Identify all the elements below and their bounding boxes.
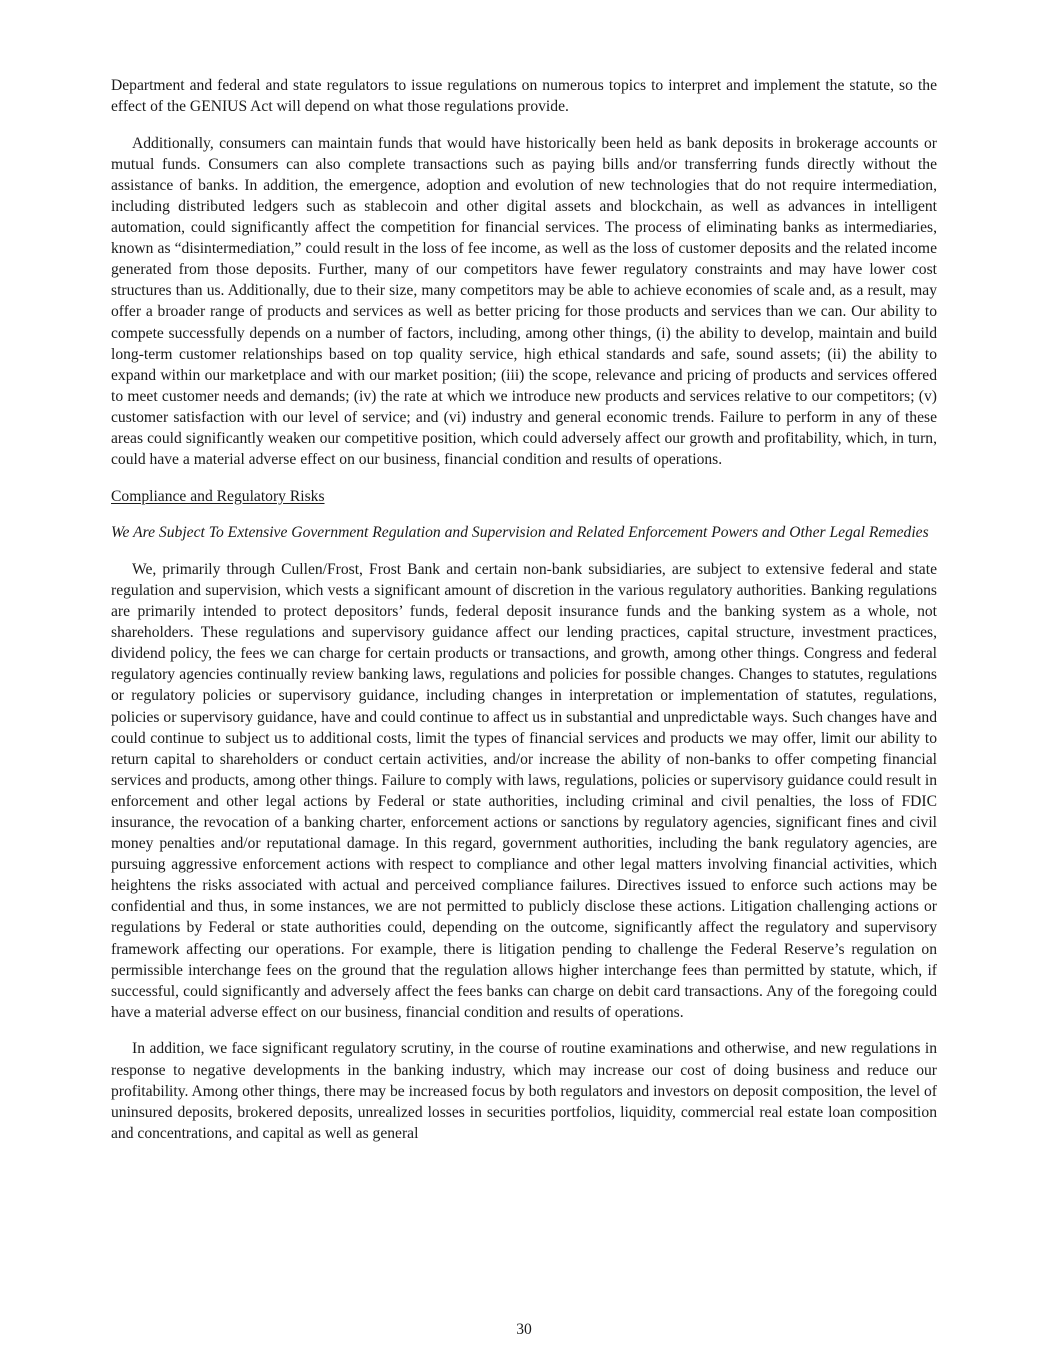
paragraph-disintermediation-competition: Additionally, consumers can maintain funds that would have historically been held as bank deposits in brokerage accounts or mutual funds. Consumers can also complete transactions such as paying bills and/or transferring funds directly without the assistance of banks. In addition, the emergence, adoption and evolution of new technologies that do not require intermediation, including distributed ledgers such as stablecoin and other digital assets and blockchain, as well as advances in intelligent automation, could significantly affect the competition for financial services. The process of eliminating banks as intermediaries, known as “disintermediation,” could result in the loss of fee income, as well as the loss of customer deposits and the related income generated from those deposits. Further, many of our competitors have fewer regulatory constraints and may have lower cost structures than us. Additionally, due to their size, many competitors may be able to achieve economies of scale and, as a result, may offer a broader range of products and services as well as better pricing for those products and services than we can. Our ability to compete successfully depends on a number of factors, including, among other things, (i) the ability to develop, maintain and build long-term customer relationships based on top quality service, high ethical standards and safe, sound assets; (ii) the ability to expand within our marketplace and with our market position; (iii) the scope, relevance and pricing of products and services offered to meet customer needs and demands; (iv) the rate at which we introduce new products and services relative to our competitors; (v) customer satisfaction with our level of service; and (vi) industry and general economic trends. Failure to perform in any of these areas could significantly weaken our competitive position, which could adversely affect our growth and profitability, which, in turn, could have a material adverse effect on our business, financial condition and results of operations.	[111, 134, 937, 469]
paragraph-extensive-regulation: We, primarily through Cullen/Frost, Frost Bank and certain non-bank subsidiaries, are subject to extensive federal and state regulation and supervision, which vests a significant amount of discretion in the various regulatory authorities. Banking regulations are primarily intended to protect depositors’ funds, federal deposit insurance funds and the banking system as a whole, not shareholders. These regulations and supervisory guidance affect our lending practices, capital structure, investment practices, dividend policy, the fees we can charge for certain products or transactions, and growth, among other things. Congress and federal regulatory agencies continually review banking laws, regulations and policies for possible changes. Changes to statutes, regulations or regulatory policies or supervisory guidance, including changes in interpretation or implementation of statutes, regulations, policies or supervisory guidance, have and could continue to affect us in substantial and unpredictable ways. Such changes have and could continue to subject us to additional costs, limit the types of financial services and products we may offer, limit our ability to return capital to shareholders or conduct certain activities, and/or increase the ability of non-banks to offer competing financial services and products, among other things. Failure to comply with laws, regulations, policies or supervisory guidance could result in enforcement and other legal actions by Federal or state authorities, including criminal and civil penalties, the loss of FDIC insurance, the revocation of a banking charter, enforcement actions or sanctions by regulatory agencies, significant fines and civil money penalties and/or reputational damage. In this regard, government authorities, including the bank regulatory agencies, are pursuing aggressive enforcement actions with respect to compliance and other legal matters involving financial activities, which heightens the risks associated with actual and perceived compliance failures. Directives issued to enforce such actions may be confidential and thus, in some instances, we are not permitted to publicly disclose these actions. Litigation challenging actions or regulations by Federal or state authorities could, depending on the outcome, significantly affect the regulatory and supervisory framework affecting our operations. For example, there is litigation pending to challenge the Federal Reserve’s regulation on permissible interchange fees on the ground that the regulation allows higher interchange fees than permitted by statute, which, if successful, could significantly and adversely affect the fees banks can charge on debit card transactions. Any of the foregoing could have a material adverse effect on our business, financial condition and results of operations.	[111, 560, 937, 1021]
paragraph-regulatory-scrutiny: In addition, we face significant regulatory scrutiny, in the course of routine examinations and otherwise, and new regulations in response to negative developments in the banking industry, which may increase our cost of doing business and reduce our profitability. Among other things, there may be increased focus by both regulators and investors on deposit composition, the level of uninsured deposits, brokered deposits, unrealized losses in securities portfolios, liquidity, commercial real estate loan composition and concentrations, and capital as well as general	[111, 1040, 937, 1142]
section-heading-compliance-regulatory-risks: Compliance and Regulatory Risks	[111, 487, 325, 505]
page-number: 30	[516, 1321, 532, 1338]
subsection-heading-government-regulation: We Are Subject To Extensive Government Regulation and Supervision and Related Enforcement Powers and Other Legal Remedies	[111, 524, 929, 542]
paragraph-genius-act-continuation: Department and federal and state regulators to issue regulations on numerous topics to interpret and implement the statute, so the effect of the GENIUS Act will depend on what those regulations provide.	[111, 77, 937, 116]
document-page	[111, 75, 937, 1159]
